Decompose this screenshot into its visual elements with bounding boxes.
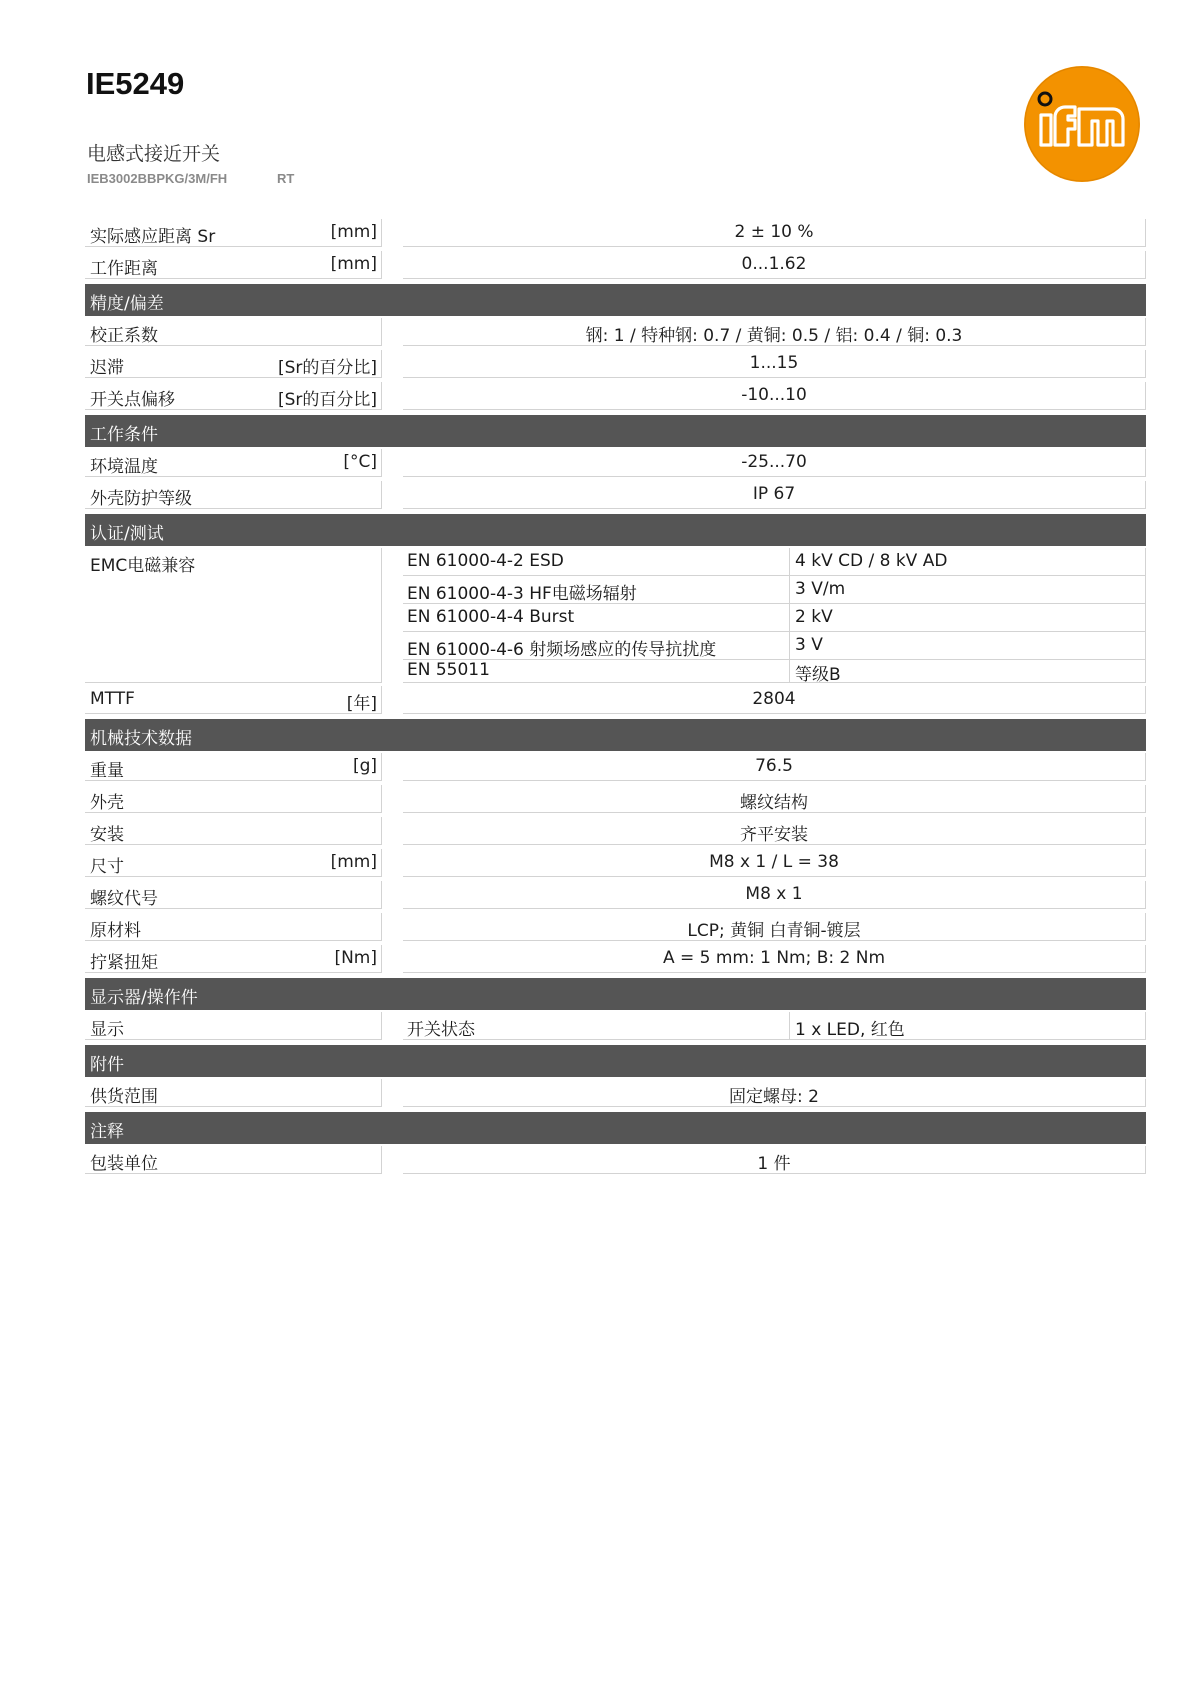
spec-value: 1 x LED, 红色 bbox=[795, 1020, 905, 1040]
spec-value: 钢: 1 / 特种钢: 0.7 / 黄铜: 0.5 / 铝: 0.4 / 铜: 0.3 bbox=[585, 326, 963, 346]
section-header-accuracy bbox=[85, 284, 1146, 316]
spec-row bbox=[85, 380, 1146, 412]
product-title: IE5249 bbox=[86, 66, 185, 101]
spec-row bbox=[85, 684, 1146, 716]
section-header-tests bbox=[85, 514, 1146, 546]
emc-item bbox=[403, 548, 1146, 576]
spec-value: 螺纹结构 bbox=[740, 793, 808, 813]
spec-label: 安装 bbox=[90, 825, 124, 845]
spec-unit: [Sr的百分比] bbox=[277, 358, 377, 378]
emc-item bbox=[403, 604, 1146, 632]
spec-value: LCP; 黄铜 白青铜-镀层 bbox=[687, 921, 861, 941]
section-title: 机械技术数据 bbox=[90, 729, 192, 749]
spec-row bbox=[85, 783, 1146, 815]
emc-standard: EN 61000-4-2 ESD bbox=[407, 551, 564, 571]
emc-block bbox=[85, 546, 1146, 684]
section-title: 注释 bbox=[90, 1122, 124, 1142]
spec-row bbox=[85, 847, 1146, 879]
section-header-mechanical bbox=[85, 719, 1146, 751]
spec-unit: [年] bbox=[346, 694, 377, 714]
spec-value: A = 5 mm: 1 Nm; B: 2 Nm bbox=[662, 948, 886, 968]
section-title: 认证/测试 bbox=[90, 524, 164, 544]
emc-value: 3 V bbox=[795, 635, 823, 655]
spec-value: 0...1.62 bbox=[741, 254, 807, 274]
spec-value: 2804 bbox=[752, 689, 796, 709]
spec-label: EMC电磁兼容 bbox=[90, 556, 196, 576]
spec-unit: [mm] bbox=[330, 852, 377, 872]
spec-label: 包装单位 bbox=[90, 1154, 158, 1174]
section-title: 显示器/操作件 bbox=[90, 988, 198, 1008]
spec-label: 迟滞 bbox=[90, 358, 124, 378]
spec-label: 尺寸 bbox=[90, 857, 124, 877]
spec-row bbox=[85, 911, 1146, 943]
spec-label: 实际感应距离 Sr bbox=[90, 227, 216, 247]
spec-value: 2 ± 10 % bbox=[734, 222, 814, 242]
spec-label: MTTF bbox=[90, 689, 135, 709]
spec-row bbox=[85, 316, 1146, 348]
spec-label: 外壳防护等级 bbox=[90, 489, 192, 509]
product-code: IEB3002BBPKG/3M/FH bbox=[87, 171, 228, 186]
spec-row bbox=[85, 1144, 1146, 1176]
emc-value: 3 V/m bbox=[795, 579, 846, 599]
spec-label: 外壳 bbox=[90, 793, 124, 813]
spec-unit: [°C] bbox=[343, 452, 377, 472]
section-title: 精度/偏差 bbox=[90, 294, 164, 314]
spec-value: 齐平安装 bbox=[740, 825, 808, 845]
spec-value: 76.5 bbox=[755, 756, 793, 776]
spec-label: 拧紧扭矩 bbox=[90, 953, 158, 973]
spec-label: 开关点偏移 bbox=[90, 390, 175, 410]
spec-value: 固定螺母: 2 bbox=[729, 1087, 819, 1107]
spec-unit: [Nm] bbox=[334, 948, 377, 968]
emc-item bbox=[403, 632, 1146, 660]
emc-value: 4 kV CD / 8 kV AD bbox=[795, 551, 948, 571]
spec-unit: [mm] bbox=[330, 254, 377, 274]
spec-row bbox=[85, 447, 1146, 479]
product-subtitle: 电感式接近开关 bbox=[87, 143, 221, 165]
spec-label: 原材料 bbox=[90, 921, 141, 941]
spec-value: IP 67 bbox=[752, 484, 796, 504]
spec-row bbox=[85, 217, 1146, 249]
spec-row bbox=[85, 751, 1146, 783]
spec-label: 供货范围 bbox=[90, 1087, 158, 1107]
spec-value: -25...70 bbox=[741, 452, 807, 472]
emc-value: 2 kV bbox=[795, 607, 833, 627]
spec-row bbox=[85, 815, 1146, 847]
spec-value: M8 x 1 bbox=[745, 884, 803, 904]
spec-row bbox=[85, 249, 1146, 281]
spec-value: 1 件 bbox=[757, 1154, 791, 1174]
spec-label: 工作距离 bbox=[90, 259, 158, 279]
spec-row bbox=[85, 1010, 1146, 1042]
spec-value: 1...15 bbox=[749, 353, 799, 373]
section-header-notes bbox=[85, 1112, 1146, 1144]
emc-item bbox=[403, 576, 1146, 604]
spec-row bbox=[85, 879, 1146, 911]
spec-row bbox=[85, 1077, 1146, 1109]
emc-item bbox=[403, 660, 1146, 683]
spec-row bbox=[85, 348, 1146, 380]
section-title: 工作条件 bbox=[90, 425, 158, 445]
section-header-operating bbox=[85, 415, 1146, 447]
spec-unit: [mm] bbox=[330, 222, 377, 242]
emc-standard: EN 61000-4-6 射频场感应的传导抗扰度 bbox=[407, 640, 717, 660]
spec-label: 显示 bbox=[90, 1020, 124, 1040]
spec-label: 重量 bbox=[90, 761, 124, 781]
emc-value: 等级B bbox=[795, 665, 841, 685]
section-header-display bbox=[85, 978, 1146, 1010]
section-title: 附件 bbox=[90, 1055, 124, 1075]
emc-standard: EN 61000-4-4 Burst bbox=[407, 607, 575, 627]
spec-row bbox=[85, 479, 1146, 511]
product-code-suffix: RT bbox=[277, 171, 295, 186]
spec-label: 环境温度 bbox=[90, 457, 158, 477]
emc-standard: EN 55011 bbox=[407, 660, 490, 680]
spec-unit: [Sr的百分比] bbox=[277, 390, 377, 410]
spec-label: 校正系数 bbox=[90, 326, 158, 346]
section-header-accessories bbox=[85, 1045, 1146, 1077]
emc-standard: EN 61000-4-3 HF电磁场辐射 bbox=[407, 584, 637, 604]
spec-value: M8 x 1 / L = 38 bbox=[709, 852, 839, 872]
spec-row bbox=[85, 943, 1146, 975]
spec-sublabel: 开关状态 bbox=[407, 1020, 475, 1040]
spec-table bbox=[85, 217, 1146, 1176]
spec-unit: [g] bbox=[352, 756, 377, 776]
ifm-logo bbox=[1023, 65, 1141, 183]
spec-label: 螺纹代号 bbox=[90, 889, 158, 909]
spec-value: -10...10 bbox=[741, 385, 807, 405]
